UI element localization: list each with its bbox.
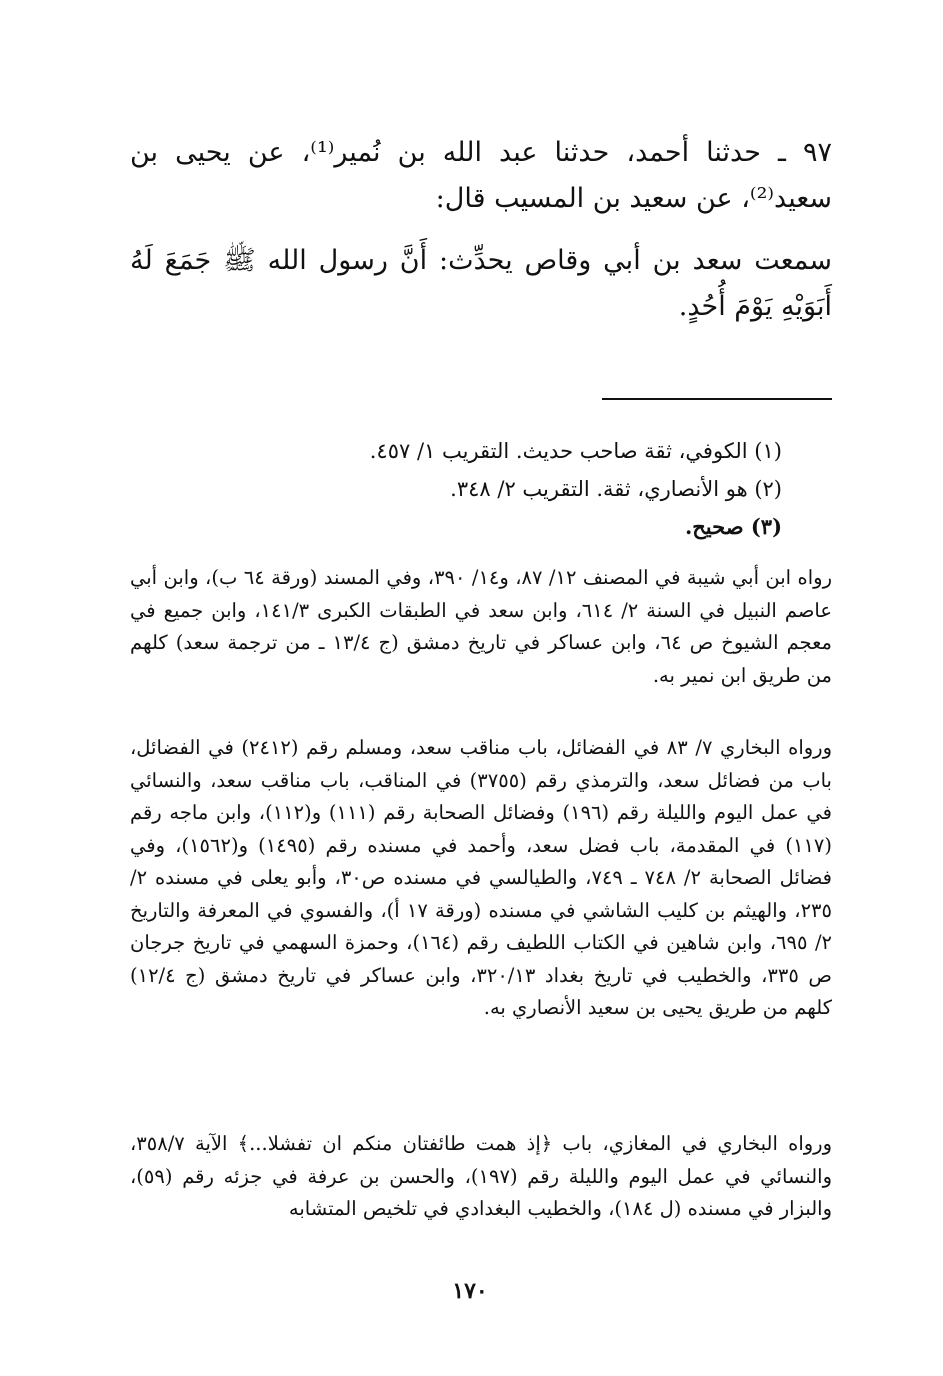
commentary-paragraph-3: ورواه البخاري في المغازي، باب ﴿إذ همت طائفتان منكم ان تفشلا...﴾ الآية ٣٥٨/٧، والنسائي في عمل اليوم والليلة رقم (١٩٧)، والحسن بن عرفة في جزئه رقم (٥٩)، والبزار في مسنده (ل ١٨٤)، والخطيب البغدادي في تلخيص المتشابه — [130, 1132, 832, 1220]
footnote-separator — [602, 398, 832, 400]
hadith-matn: سمعت سعد بن أبي وقاص يحدِّث: أَنَّ رسول الله ﷺ جَمَعَ لَهُ أَبَوَيْهِ يَوْمَ أُحُدٍ. — [130, 245, 832, 322]
commentary-paragraph-2: ورواه البخاري ٧/ ٨٣ في الفضائل، باب مناقب سعد، ومسلم رقم (٢٤١٢) في الفضائل، باب من فضائل سعد، والترمذي رقم (٣٧٥٥) في المناقب، باب مناقب سعد، والنسائي في عمل اليوم والليلة رقم (١٩٦) وفضائل الصحابة رقم (١١١) و(١١٢)، وابن ماجه رقم (١١٧) في المقدمة، باب فضل سعد، وأحمد في مسنده رقم (١٤٩٥) و(١٥٦٢)، وفي فضائل الصحابة ٢/ ٧٤٨ ـ ٧٤٩، والطيالسي في مسنده ص٣٠، وأبو يعلى في مسنده ٢/ ٢٣٥، والهيثم بن كليب الشاشي في مسنده (ورقة ١٧ أ)، والفسوي في المعرفة والتاريخ ٢/ ٦٩٥، وابن شاهين في الكتاب اللطيف رقم (١٦٤)، وحمزة السهمي في تاريخ جرجان ص ٣٣٥، والخطيب في تاريخ بغداد ٣٢٠/١٣، وابن عساكر في تاريخ دمشق (ج ١٢/٤) كلهم من طريق يحيى بن سعيد الأنصاري به. — [130, 736, 833, 1019]
footnote-2: (٢) هو الأنصاري، ثقة. التقريب ٢/ ٣٤٨. — [450, 477, 782, 501]
page-number: ١٧٠ — [452, 1278, 488, 1304]
footnote-1: (١) الكوفي، ثقة صاحب حديث. التقريب ١/ ٤٥٧. — [369, 439, 782, 463]
commentary-paragraph-1: رواه ابن أبي شيبة في المصنف ١٢/ ٨٧، و١٤/ ٣٩٠، وفي المسند (ورقة ٦٤ ب)، وابن أبي عاصم النبيل في السنة ٢/ ٦١٤، وابن سعد في الطبقات الكبرى ١٤١/٣، وابن جميع في معجم الشيوخ ص ٦٤، وابن عساكر في تاريخ دمشق (ج ١٣/٤ ـ من ترجمة سعد) كلهم من طريق ابن نمير به. — [130, 566, 832, 687]
footnote-3: (٣) صحيح. — [684, 514, 782, 539]
hadith-isnad: ٩٧ ـ حدثنا أحمد، حدثنا عبد الله بن نُمير⁽¹⁾، عن يحيى بن سعيد⁽²⁾، عن سعيد بن المسيب قال: — [130, 137, 833, 214]
